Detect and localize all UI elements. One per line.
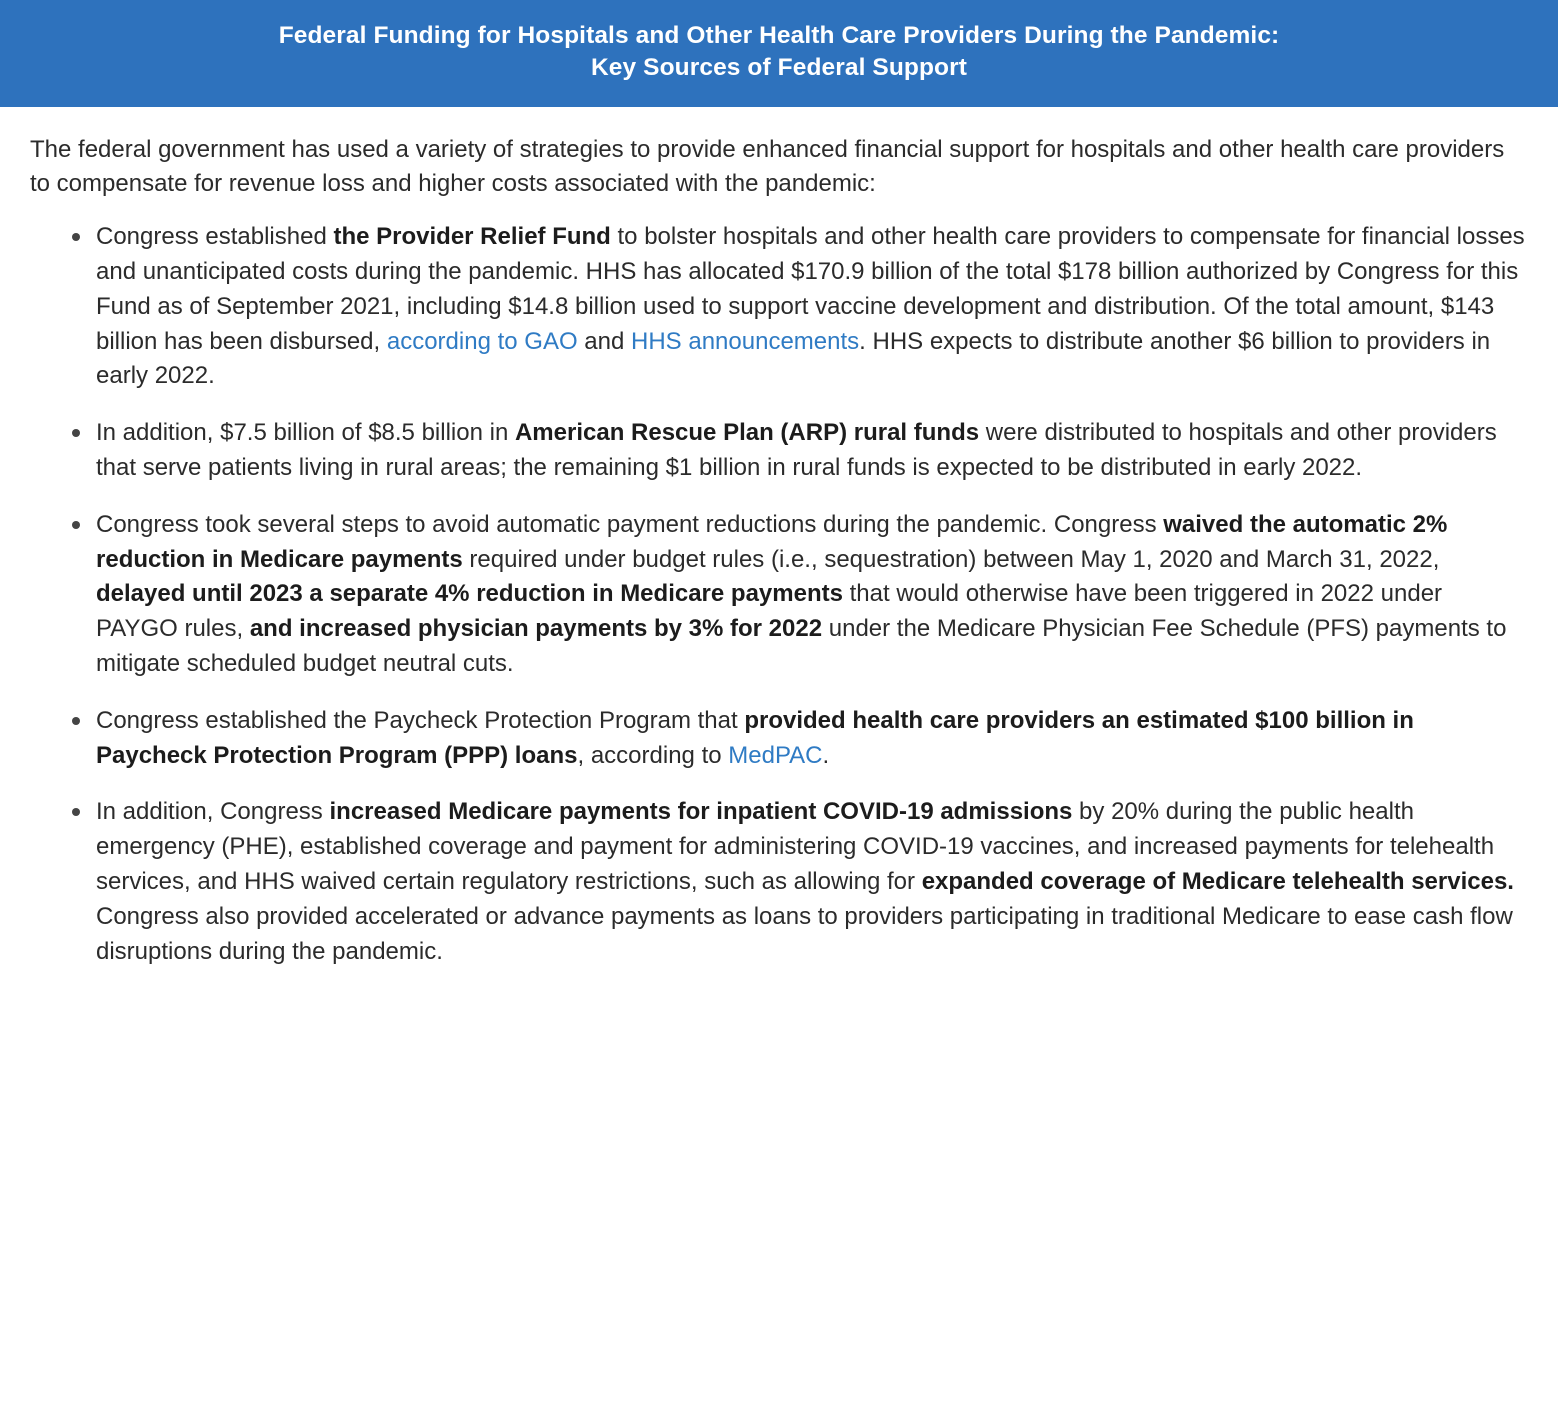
page-title-line-2: Key Sources of Federal Support [590,54,968,82]
document-title-bar [0,0,1558,107]
body-text: were distributed to hospitals and other providers that serve patients living in rural areas; the remaining $1 billion in rural funds is expected to be distributed in early 2022. [96,419,1497,482]
body-text: . [822,741,830,769]
inline-link[interactable]: MedPAC [728,741,823,769]
list-item [30,220,1528,394]
body-text: Congress established [96,223,334,251]
list-item [30,416,1528,486]
page-title-line-1: Federal Funding for Hospitals and Other Health Care Providers During the Pandemic: [278,22,1280,49]
emphasized-text: provided health care providers an estimated $100 billion in Paycheck Protection Program (PPP) loans [96,706,1414,769]
emphasized-text: American Rescue Plan (ARP) rural funds [514,419,980,447]
body-text: Congress took several steps to avoid automatic payment reductions during the pandemic. Congress [96,510,1164,538]
list-item [30,508,1528,682]
body-text: Congress also provided accelerated or advance payments as loans to providers participating in traditional Medicare to ease cash flow disruptions during the pandemic. [96,902,1513,965]
body-text: that would otherwise have been triggered in 2022 under PAYGO rules, [96,580,1443,643]
emphasized-text: delayed until 2023 a separate 4% reduction in Medicare payments [96,580,843,608]
emphasized-text: waived the automatic 2% reduction in Medicare payments [96,510,1448,573]
body-text: Congress established the Paycheck Protection Program that [96,706,745,734]
body-text: to bolster hospitals and other health care providers to compensate for financial losses and unanticipated costs during the pandemic. HHS has allocated $170.9 billion of the total $178 billion authorized by Congress for this Fund as of September 2021, including $14.8 billion used to support vaccine development and distribution. Of the total amount, $143 billion has been disbursed, [96,223,1525,355]
document-body [0,107,1558,1000]
inline-link[interactable]: HHS announcements [631,327,860,355]
body-text: In addition, $7.5 billion of $8.5 billion in [96,419,515,447]
intro-paragraph: The federal government has used a variety of strategies to provide enhanced financial support for hospitals and other health care providers to compensate for revenue loss and higher costs associated with the pandemic: [30,135,1505,198]
body-text: In addition, Congress [96,798,330,826]
emphasized-text: increased Medicare payments for inpatient COVID-19 admissions [329,798,1073,826]
body-text: by 20% during the public health emergency (PHE), established coverage and payment for administering COVID-19 vaccines, and increased payments for telehealth services, and HHS waived certain regulatory restrictions, such as allowing for [96,798,1495,895]
body-text: . HHS expects to distribute another $6 billion to providers in early 2022. [96,327,1491,390]
bullet-list [30,220,1528,969]
inline-link[interactable]: according to GAO [386,327,578,355]
body-text: required under budget rules (i.e., sequestration) between May 1, 2020 and March 31, 2022, [462,545,1440,573]
body-text: under the Medicare Physician Fee Schedule (PFS) payments to mitigate scheduled budget neutral cuts. [96,615,1507,678]
body-text: and [577,327,632,355]
body-text: , according to [577,741,729,769]
emphasized-text: expanded coverage of Medicare telehealth services. [921,868,1514,895]
list-item [30,795,1528,969]
list-item [30,704,1528,774]
emphasized-text: the Provider Relief Fund [333,223,611,251]
emphasized-text: and increased physician payments by 3% for 2022 [249,615,823,643]
